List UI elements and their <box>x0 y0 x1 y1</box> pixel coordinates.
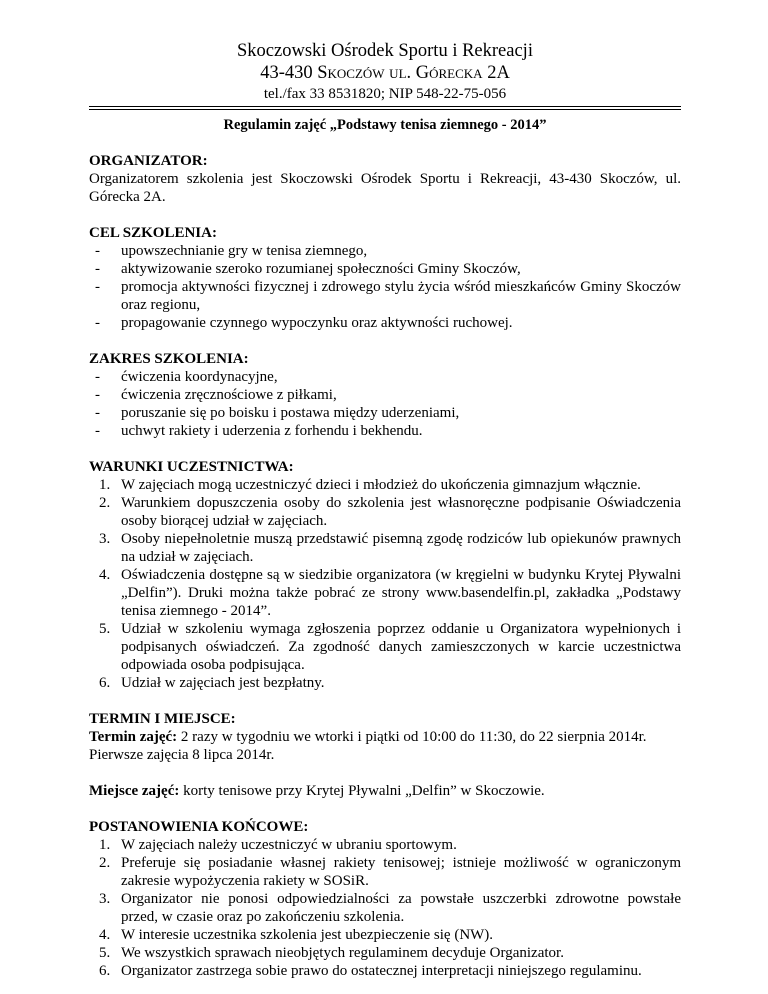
item-text: Udział w szkoleniu wymaga zgłoszenia poprzez oddanie u Organizatora wypełnionych i podpisanych oświadczeń. Za zgodność danych zamieszczonych w karcie uczestnictwa odpowiada osoba podpisująca. <box>121 621 681 674</box>
header-divider <box>89 106 681 110</box>
location-line <box>89 782 681 800</box>
list-item <box>99 926 681 944</box>
item-text: Osoby niepełnoletnie muszą przedstawić pisemną zgodę rodziców lub opiekunów prawnych na udział w zajęciach. <box>121 531 681 566</box>
location-text: korty tenisowe przy Krytej Pływalni „Delfin” w Skoczowie. <box>179 783 545 800</box>
schedule-line <box>89 728 681 746</box>
section-title: ZAKRES SZKOLENIA: <box>89 351 249 368</box>
section-cel <box>89 224 681 332</box>
document-page <box>89 40 681 980</box>
list-item <box>99 890 681 926</box>
item-number: 2. <box>99 855 111 872</box>
item-text: We wszystkich sprawach nieobjętych regulaminem decyduje Organizator. <box>121 945 564 962</box>
scope-list <box>89 368 681 440</box>
list-item: - upowszechnianie gry w tenisa ziemnego, <box>121 242 681 260</box>
item-text: Oświadczenia dostępne są w siedzibie organizatora (w kręgielni w budynku Krytej Pływalni „Delfin”). Druki można także pobrać ze strony www.basendelfin.pl, zakładka „Podstawy tenisa ziemnego - 2014”. <box>121 567 681 620</box>
section-title: ORGANIZATOR: <box>89 153 208 170</box>
conditions-list <box>89 476 681 692</box>
item-text: Organizator zastrzega sobie prawo do ostatecznej interpretacji niniejszego regulaminu. <box>121 963 642 980</box>
list-item <box>99 962 681 980</box>
section-title: POSTANOWIENIA KOŃCOWE: <box>89 819 309 836</box>
item-number: 1. <box>99 837 111 854</box>
section-organizator <box>89 152 681 206</box>
section-title: CEL SZKOLENIA: <box>89 225 217 242</box>
final-provisions-list <box>89 836 681 980</box>
list-item <box>99 854 681 890</box>
schedule-label: Termin zajęć: <box>89 729 178 746</box>
list-item: - poruszanie się po boisku i postawa między uderzeniami, <box>121 404 681 422</box>
item-text: Preferuje się posiadanie własnej rakiety tenisowej; istnieje możliwość w ograniczonym zakresie wypożyczenia rakiety w SOSiR. <box>121 855 681 890</box>
org-name: Skoczowski Ośrodek Sportu i Rekreacji <box>237 41 533 61</box>
item-number: 1. <box>99 477 111 494</box>
list-item: - uchwyt rakiety i uderzenia z forhendu i bekhendu. <box>121 422 681 440</box>
item-text: Organizator nie ponosi odpowiedzialności za powstałe uszczerbki zdrowotne powstałe przed, w czasie oraz po zakończeniu szkolenia. <box>121 891 681 926</box>
list-item <box>99 476 681 494</box>
location-label: Miejsce zajęć: <box>89 783 180 800</box>
item-text: W zajęciach mogą uczestniczyć dzieci i młodzież do ukończenia gimnazjum włącznie. <box>121 477 641 494</box>
item-number: 2. <box>99 495 111 512</box>
list-item <box>99 620 681 674</box>
item-number: 4. <box>99 567 111 584</box>
list-item: - aktywizowanie szeroko rozumianej społeczności Gminy Skoczów, <box>121 260 681 278</box>
section-postanowienia <box>89 818 681 980</box>
goals-list <box>89 242 681 332</box>
item-text: W zajęciach należy uczestniczyć w ubraniu sportowym. <box>121 837 457 854</box>
list-item <box>99 494 681 530</box>
list-item: - propagowanie czynnego wypoczynku oraz aktywności ruchowej. <box>121 314 681 332</box>
item-number: 4. <box>99 927 111 944</box>
org-address: 43-430 Skoczów ul. Górecka 2A <box>260 63 510 84</box>
section-termin <box>89 710 681 800</box>
letterhead <box>89 40 681 103</box>
org-contact: tel./fax 33 8531820; NIP 548-22-75-056 <box>263 86 507 103</box>
document-title: Regulamin zajęć „Podstawy tenisa ziemnego - 2014” <box>223 117 547 134</box>
list-item: - ćwiczenia koordynacyjne, <box>121 368 681 386</box>
item-text: W interesie uczestnika szkolenia jest ubezpieczenie się (NW). <box>121 927 494 944</box>
item-number: 6. <box>99 675 111 692</box>
list-item <box>99 530 681 566</box>
section-warunki <box>89 458 681 692</box>
item-number: 6. <box>99 963 111 980</box>
section-title: TERMIN I MIEJSCE: <box>89 711 236 728</box>
item-text: Warunkiem dopuszczenia osoby do szkolenia jest własnoręczne podpisanie Oświadczenia osoby biorącej udział w zajęciach. <box>121 495 681 530</box>
section-title: WARUNKI UCZESTNICTWA: <box>89 459 294 476</box>
first-class-line: Pierwsze zajęcia 8 lipca 2014r. <box>89 747 275 764</box>
section-text: Organizatorem szkolenia jest Skoczowski Ośrodek Sportu i Rekreacji, 43-430 Skoczów, ul. Górecka 2A. <box>89 171 681 206</box>
list-item <box>99 944 681 962</box>
list-item: - promocja aktywności fizycznej i zdrowego stylu życia wśród mieszkańców Gminy Skoczów oraz regionu, <box>121 278 681 314</box>
item-number: 3. <box>99 891 111 908</box>
item-number: 3. <box>99 531 111 548</box>
item-number: 5. <box>99 945 111 962</box>
item-number: 5. <box>99 621 111 638</box>
list-item <box>99 674 681 692</box>
list-item: - ćwiczenia zręcznościowe z piłkami, <box>121 386 681 404</box>
section-zakres <box>89 350 681 440</box>
list-item <box>99 836 681 854</box>
item-text: Udział w zajęciach jest bezpłatny. <box>121 675 325 692</box>
schedule-text: 2 razy w tygodniu we wtorki i piątki od 10:00 do 11:30, do 22 sierpnia 2014r. <box>177 729 647 746</box>
list-item <box>99 566 681 620</box>
